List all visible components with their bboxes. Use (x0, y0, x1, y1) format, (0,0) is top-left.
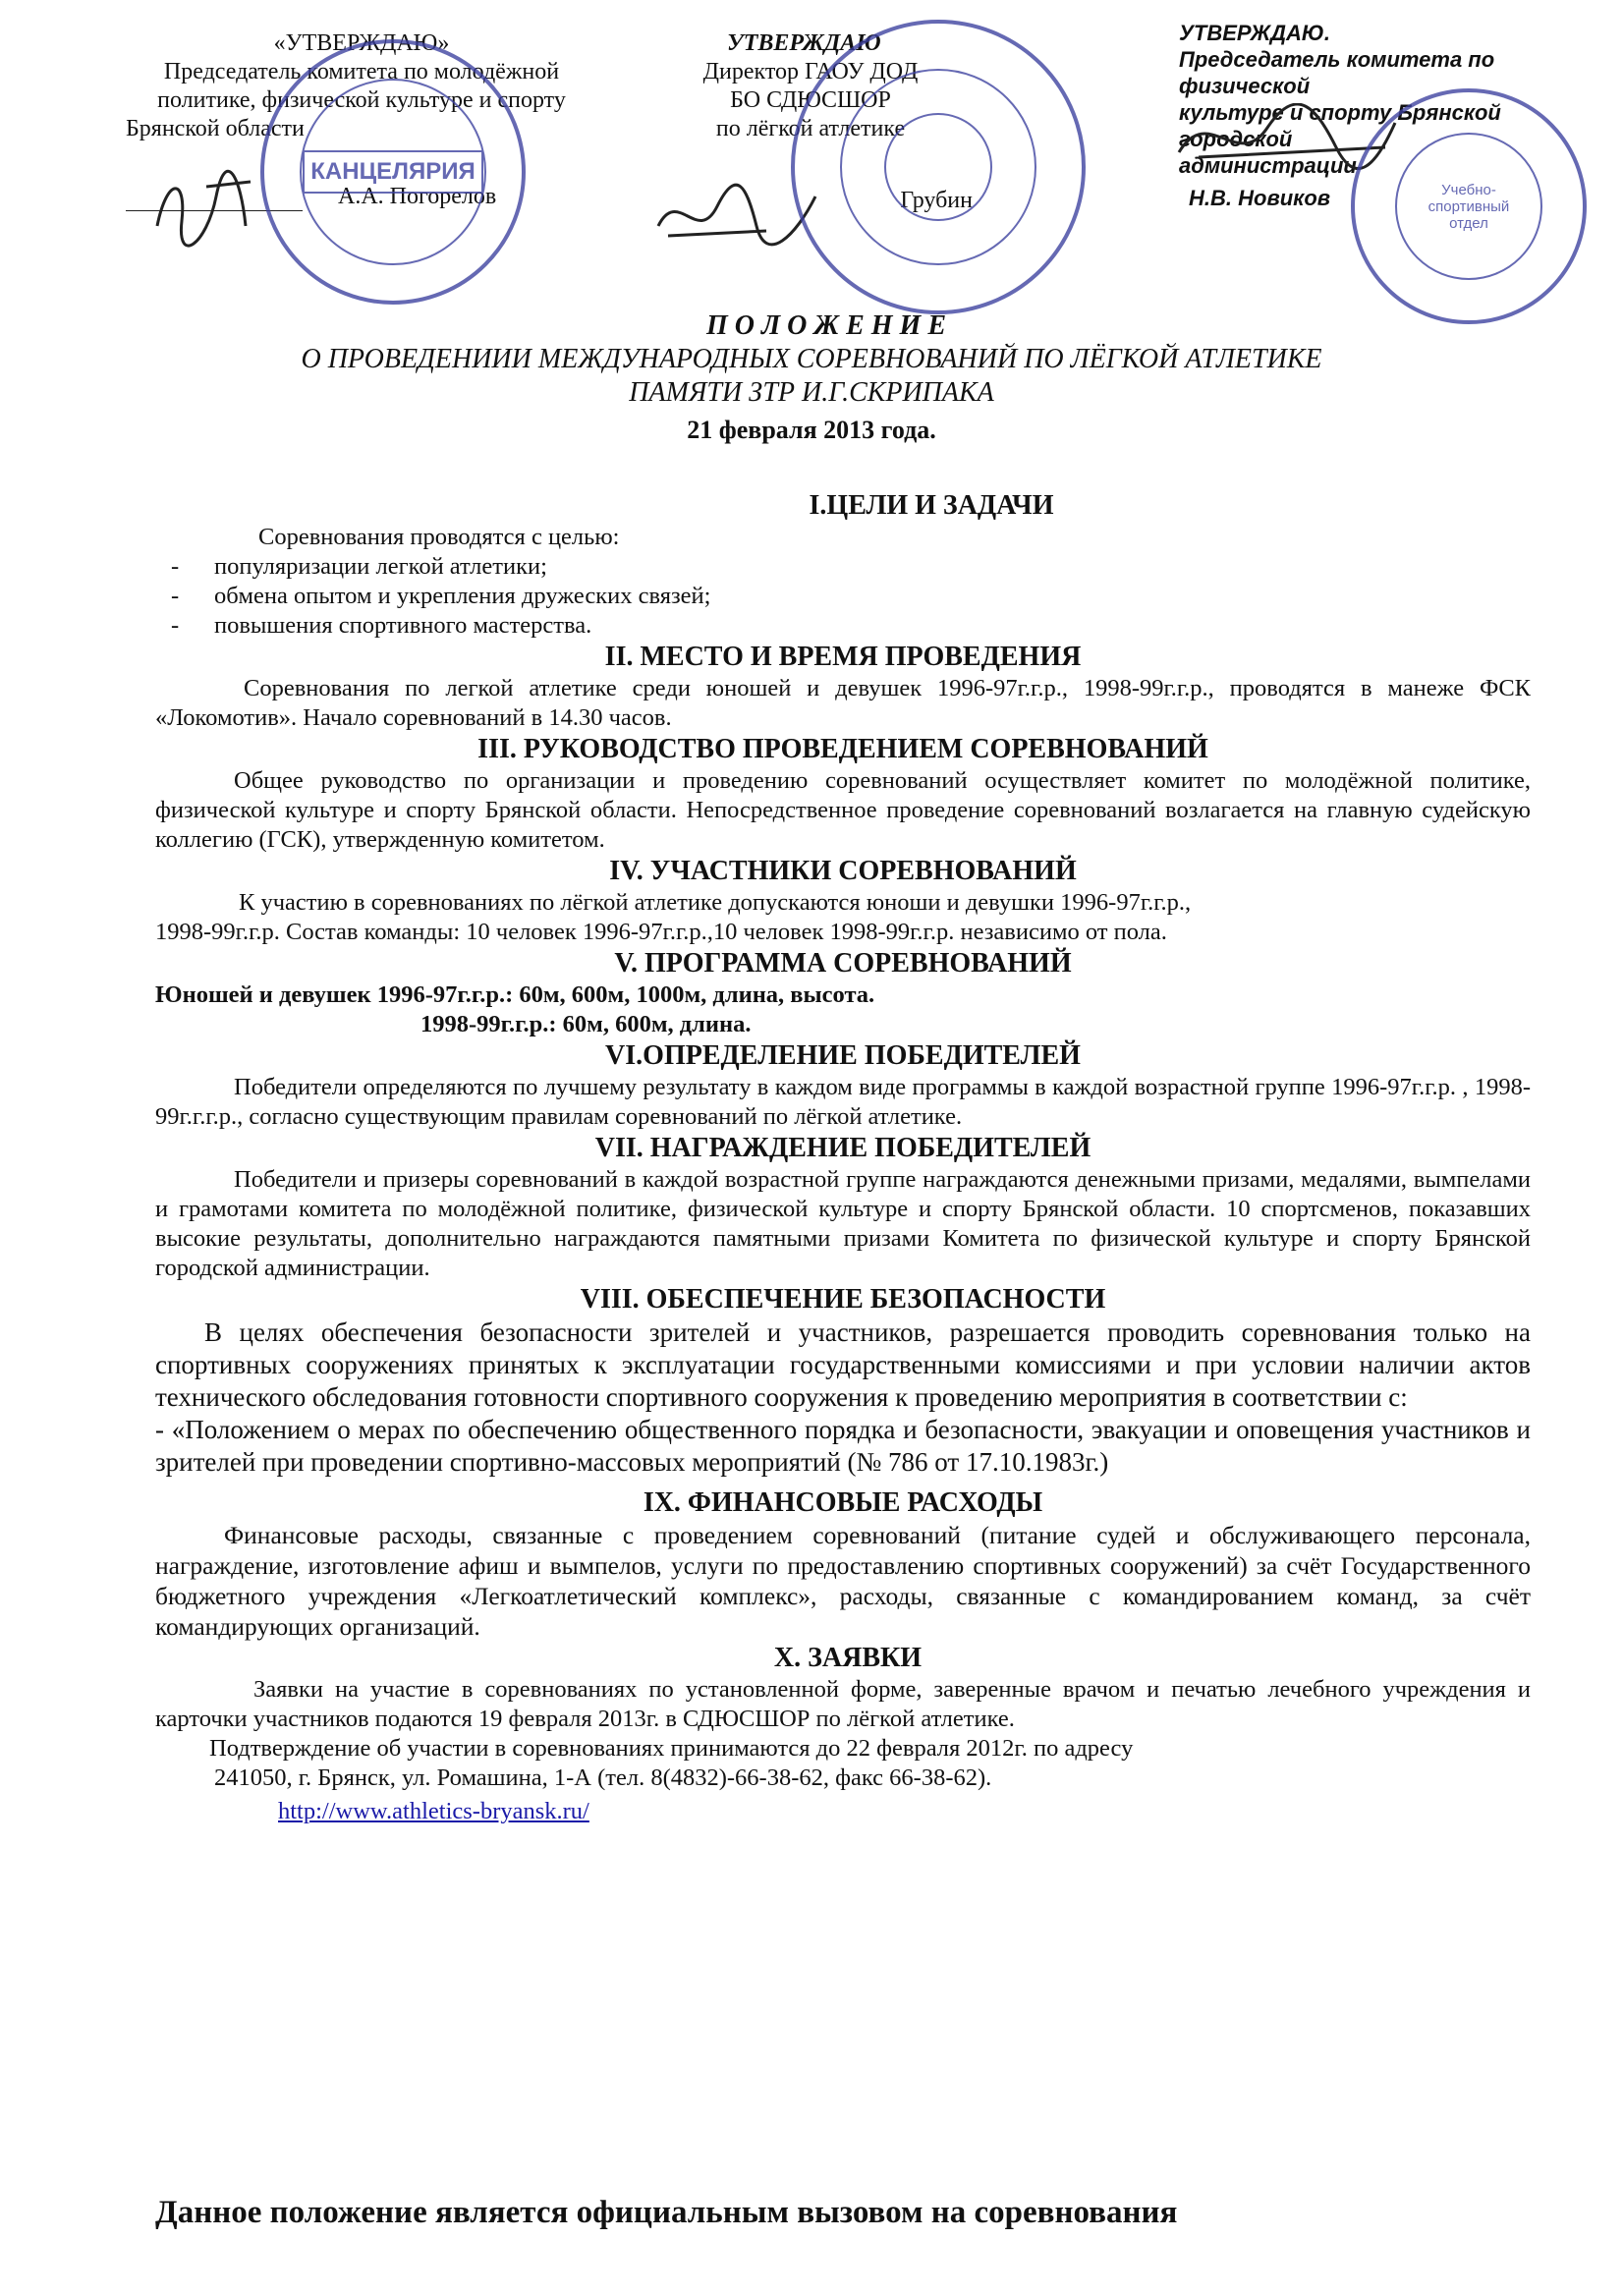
website-link[interactable]: http://www.athletics-bryansk.ru/ (278, 1798, 589, 1824)
section-heading: IV. УЧАСТНИКИ СОРЕВНОВАНИЙ (609, 856, 1077, 886)
stamp-text: Учебно-спортивный отдел (1427, 181, 1510, 232)
section-heading: I.ЦЕЛИ И ЗАДАЧИ (809, 490, 1054, 521)
section-quote: - «Положением о мерах по обеспечению общественного порядка и безопасности, эвакуации и оповещения участников и зрителей при проведении спортивно-массовых мероприятий (№ 786 от 17.10.1983г.) (155, 1415, 1531, 1477)
final-statement: Данное положение является официальным вызовом на соревнования (155, 2195, 1178, 2230)
section-text: К участию в соревнованиях по лёгкой атлетике допускаются юноши и девушки 1996-97г.г.р., (239, 889, 1192, 916)
approval-heading: УТВЕРЖДАЮ. (1179, 21, 1330, 45)
stamp-school (791, 20, 1086, 314)
signature-scribble-1 (147, 167, 265, 255)
approval-signer: А.А. Погорелов (338, 184, 497, 209)
section-heading: VIII. ОБЕСПЕЧЕНИЕ БЕЗОПАСНОСТИ (580, 1284, 1106, 1315)
section-heading: VI.ОПРЕДЕЛЕНИЕ ПОБЕДИТЕЛЕЙ (605, 1040, 1081, 1071)
section-text: Общее руководство по организации и проведению соревнований осуществляет комитет по молодёжной политике, физической культуре и спорту Брянской области. Непосредственное проведение соревнований возлагается на главную судейскую коллегию (ГСК), утвержденную комитетом. (155, 767, 1531, 853)
section-heading: III. РУКОВОДСТВО ПРОВЕДЕНИЕМ СОРЕВНОВАНИЙ (477, 734, 1208, 764)
list-item: - повышения спортивного мастерства. (155, 611, 1531, 641)
title-line-1: О ПРОВЕДЕНИИИ МЕЖДУНАРОДНЫХ СОРЕВНОВАНИЙ ПО ЛЁГКОЙ АТЛЕТИКЕ (301, 344, 1322, 374)
approval-line: культуре и спорту Брянской городской (1179, 100, 1501, 151)
section-text: Победители и призеры соревнований в каждой возрастной группе награждаются денежными призами, медалями, вымпелами и грамотами комитета по молодёжной политике, физической культуре и спорту Брянской области. 10 спортсменов, показавших высокие результаты, дополнительно награждаются памятными призами Комитета по физической культуре и спорту Брянской городской администрации. (155, 1166, 1531, 1281)
section-intro: Соревнования проводятся с целью: (258, 524, 620, 550)
program-line: 1998-99г.г.р.: 60м, 600м, длина. (420, 1011, 752, 1037)
section-text: Заявки на участие в соревнованиях по установленной форме, заверенные врачом и печатью лечебного учреждения и карточки участников подаются 19 февраля 2013г. в СДЮСШОР по лёгкой атлетике. (155, 1676, 1531, 1732)
title-line-2: ПАМЯТИ ЗТР И.Г.СКРИПАКА (629, 377, 994, 408)
approval-heading: «УТВЕРЖДАЮ» (273, 30, 450, 56)
approval-line: администрации (1179, 153, 1357, 178)
approval-line: БО СДЮСШОР (730, 87, 891, 113)
title-date: 21 февраля 2013 года. (687, 416, 936, 444)
document-body (155, 489, 1531, 1826)
section-text: Соревнования по легкой атлетике среди юношей и девушек 1996-97г.г.р., 1998-99г.г.р., проводятся в манеже ФСК «Локомотив». Начало соревнований в 14.30 часов. (155, 675, 1531, 731)
document-title (0, 309, 1623, 447)
section-heading: II. МЕСТО И ВРЕМЯ ПРОВЕДЕНИЯ (604, 642, 1082, 672)
confirm-line: Подтверждение об участии в соревнованиях принимаются до 22 февраля 2012г. по адресу (209, 1735, 1134, 1762)
approval-line: по лёгкой атлетике (715, 116, 906, 141)
title-word: П О Л О Ж Е Н И Е (705, 310, 947, 341)
program-line: Юношей и девушек 1996-97г.г.р.: 60м, 600м, 1000м, длина, высота. (155, 981, 875, 1008)
approval-heading: УТВЕРЖДАЮ (727, 30, 881, 56)
section-text: Победители определяются по лучшему результату в каждом виде программы в каждой возрастной группе 1996-97г.г.р. , 1998-99г.г.г.р., согласно существующим правилам соревнований по лёгкой атлетике. (155, 1074, 1531, 1130)
section-heading: X. ЗАЯВКИ (773, 1643, 923, 1673)
stamp-kancelyariya (260, 39, 526, 305)
stamp-sport-department (1351, 88, 1587, 324)
link-row (155, 1797, 1531, 1826)
approval-signer: Н.В. Новиков (1189, 186, 1331, 210)
approval-line: Председатель комитета по физической (1179, 47, 1495, 98)
approval-signer: Грубин (900, 188, 973, 213)
section-heading: IX. ФИНАНСОВЫЕ РАСХОДЫ (643, 1487, 1043, 1518)
list-item: - обмена опытом и укрепления дружеских связей; (155, 582, 1531, 611)
section-text: В целях обеспечения безопасности зрителей и участников, разрешается проводить соревнования только на спортивных сооружениях принятых к эксплуатации государственными комиссиями и при условии наличии актов технического обследования готовности спортивного сооружения к проведению мероприятия в соответствии с: (155, 1317, 1531, 1412)
stamp-text: КАНЦЕЛЯРИЯ (303, 150, 482, 194)
section-heading: V. ПРОГРАММА СОРЕВНОВАНИЙ (614, 948, 1072, 979)
approval-line: политике, физической культуре и спорту (157, 87, 566, 113)
approval-line: Брянской области (126, 116, 305, 141)
confirm-address: 241050, г. Брянск, ул. Ромашина, 1-А (тел. 8(4832)-66-38-62, факс 66-38-62). (214, 1764, 992, 1791)
approval-line: Директор ГАОУ ДОД (702, 59, 919, 84)
approval-line: Председатель комитета по молодёжной (163, 59, 560, 84)
section-text: Финансовые расходы, связанные с проведением соревнований (питание судей и обслуживающего персонала, награждение, изготовление афиш и вымпелов, услуги по предоставлению спортивных сооружений) за счёт Государственного бюджетного учреждения «Легкоатлетический комплекс», расходы, связанные с командированием команд, за счёт командирующих организаций. (155, 1521, 1531, 1641)
section-text: 1998-99г.г.р. Состав команды: 10 человек 1996-97г.г.р.,10 человек 1998-99г.г.р. независимо от пола. (155, 919, 1167, 945)
goals-list (155, 552, 1531, 641)
section-heading: VII. НАГРАЖДЕНИЕ ПОБЕДИТЕЛЕЙ (594, 1133, 1091, 1163)
list-item: - популяризации легкой атлетики; (155, 552, 1531, 582)
